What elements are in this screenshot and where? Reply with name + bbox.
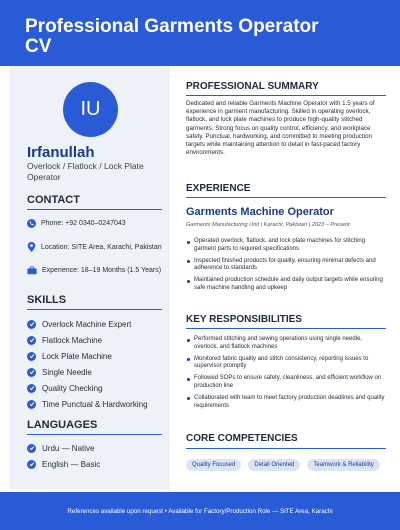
responsibilities-bullets [186, 336, 386, 414]
skill-item-label: Single Needle [42, 367, 92, 377]
experience-bullet: Maintained production schedule and daily output targets while ensuring safe machine handling and upkeep [186, 277, 386, 293]
check-icon [27, 368, 36, 377]
experience-bullet: Inspected finished products for quality, ensuring minimal defects and adherence to standards [186, 258, 386, 274]
phone-icon [27, 219, 36, 228]
skills-heading: SKILLS [27, 294, 67, 306]
check-icon [27, 336, 36, 345]
phone-text: Phone: +92 0340–0247043 [41, 220, 126, 227]
competency-chip: Detail Oriented [248, 459, 300, 471]
check-icon [27, 444, 36, 453]
languages-divider [27, 434, 162, 435]
avatar-initials: IU [80, 98, 101, 120]
skill-item-label: Time Punctual & Hardworking [42, 399, 148, 409]
job-meta: Garments Manufacturing Unit | Karachi, Pakistan | 2023 – Present [186, 222, 350, 228]
skills-divider [27, 309, 162, 310]
skills-list [27, 316, 148, 412]
responsibility-bullet: Collaborated with team to meet factory production deadlines and quality requirements [186, 395, 386, 411]
profile-role: Overlock / Flatlock / Lock Plate Operator [27, 161, 144, 182]
skill-item-label: Flatlock Machine [42, 335, 103, 345]
language-item-label: Urdu — Native [42, 443, 95, 453]
contact-phone [27, 219, 126, 228]
check-icon [27, 352, 36, 361]
experience-bullets [186, 238, 386, 297]
cv-title: Professional Garments Operator CV [25, 16, 319, 57]
competencies-heading: CORE COMPETENCIES [186, 433, 298, 444]
skill-item [27, 364, 148, 380]
competencies-divider [186, 448, 386, 449]
summary-divider [186, 95, 386, 96]
check-icon [27, 460, 36, 469]
check-icon [27, 320, 36, 329]
languages-list [27, 440, 100, 472]
responsibility-bullet: Followed SOPs to ensure safety, cleanliness, and efficient workflow on production line [186, 375, 386, 391]
responsibility-bullet: Monitored fabric quality and stitch consistency, reporting issues to supervisor promptly [186, 356, 386, 372]
responsibilities-divider [186, 328, 386, 329]
experience-divider [186, 197, 386, 198]
check-icon [27, 384, 36, 393]
experience-text: Experience: 18–19 Months (1.5 Years) [42, 267, 162, 274]
footer-text: References available upon request • Available for Factory/Production Role — SITE Area, Karachi [67, 507, 333, 515]
skill-item-label: Lock Plate Machine [42, 351, 112, 361]
briefcase-icon [27, 266, 37, 275]
languages-heading: LANGUAGES [27, 419, 98, 431]
competency-chip: Teamwork & Reliability [307, 459, 379, 471]
language-item [27, 456, 100, 472]
experience-heading: EXPERIENCE [186, 183, 251, 194]
competency-chips [186, 459, 380, 471]
contact-heading: CONTACT [27, 194, 80, 206]
skill-item [27, 332, 148, 348]
job-title: Garments Machine Operator [186, 206, 334, 218]
sidebar [10, 66, 170, 490]
skill-item-label: Overlock Machine Expert [42, 319, 132, 329]
header-banner [0, 0, 400, 66]
competency-chip: Quality Focused [186, 459, 241, 471]
contact-divider [27, 209, 162, 210]
skill-item-label: Quality Checking [42, 383, 103, 393]
avatar [63, 82, 118, 137]
skill-item [27, 396, 148, 412]
summary-heading: PROFESSIONAL SUMMARY [186, 81, 319, 92]
experience-bullet: Operated overlock, flatlock, and lock plate machines for stitching garment parts to required specifications [186, 238, 386, 254]
responsibility-bullet: Performed stitching and sewing operations using single needle, overlock, and flatlock machines [186, 336, 386, 352]
location-text: Location: SITE Area, Karachi, Pakistan [41, 243, 162, 251]
contact-location [27, 242, 162, 252]
footer-banner [0, 492, 400, 530]
profile-name: Irfanullah [27, 144, 95, 161]
skill-item [27, 380, 148, 396]
summary-text: Dedicated and reliable Garments Machine Operator with 1.5 years of experience in garment manufacturing. Skilled in operating overlock, flatlock, and lock plate machines to produce high-quality stitched garments. Strong focus on quality control, efficiency, and workplace safety. Punctual, hardworking, and committed to meeting production targets while maintaining attention to detail in fast-paced factory environments. [186, 100, 375, 157]
language-item-label: English — Basic [42, 459, 101, 469]
responsibilities-heading: KEY RESPONSIBILITIES [186, 314, 302, 325]
skill-item [27, 348, 148, 364]
check-icon [27, 400, 36, 409]
skill-item [27, 316, 148, 332]
language-item [27, 440, 100, 456]
contact-experience [27, 266, 161, 275]
location-pin-icon [27, 242, 36, 252]
